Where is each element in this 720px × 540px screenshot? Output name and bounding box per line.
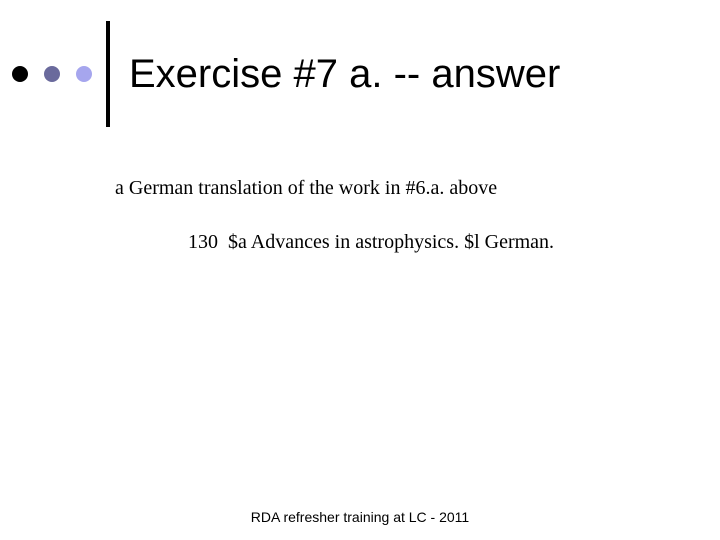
bullet-dot-light-icon (76, 66, 92, 82)
slide-title: Exercise #7 a. -- answer (129, 52, 561, 96)
exercise-description: a German translation of the work in #6.a. above (115, 177, 498, 199)
bullet-dot-dark-icon (12, 66, 28, 82)
slide-footer: RDA refresher training at LC - 2011 (250, 509, 470, 525)
bullet-dot-medium-icon (44, 66, 60, 82)
title-divider (106, 21, 110, 127)
marc-field-answer: 130 $a Advances in astrophysics. $l German. (188, 231, 555, 253)
